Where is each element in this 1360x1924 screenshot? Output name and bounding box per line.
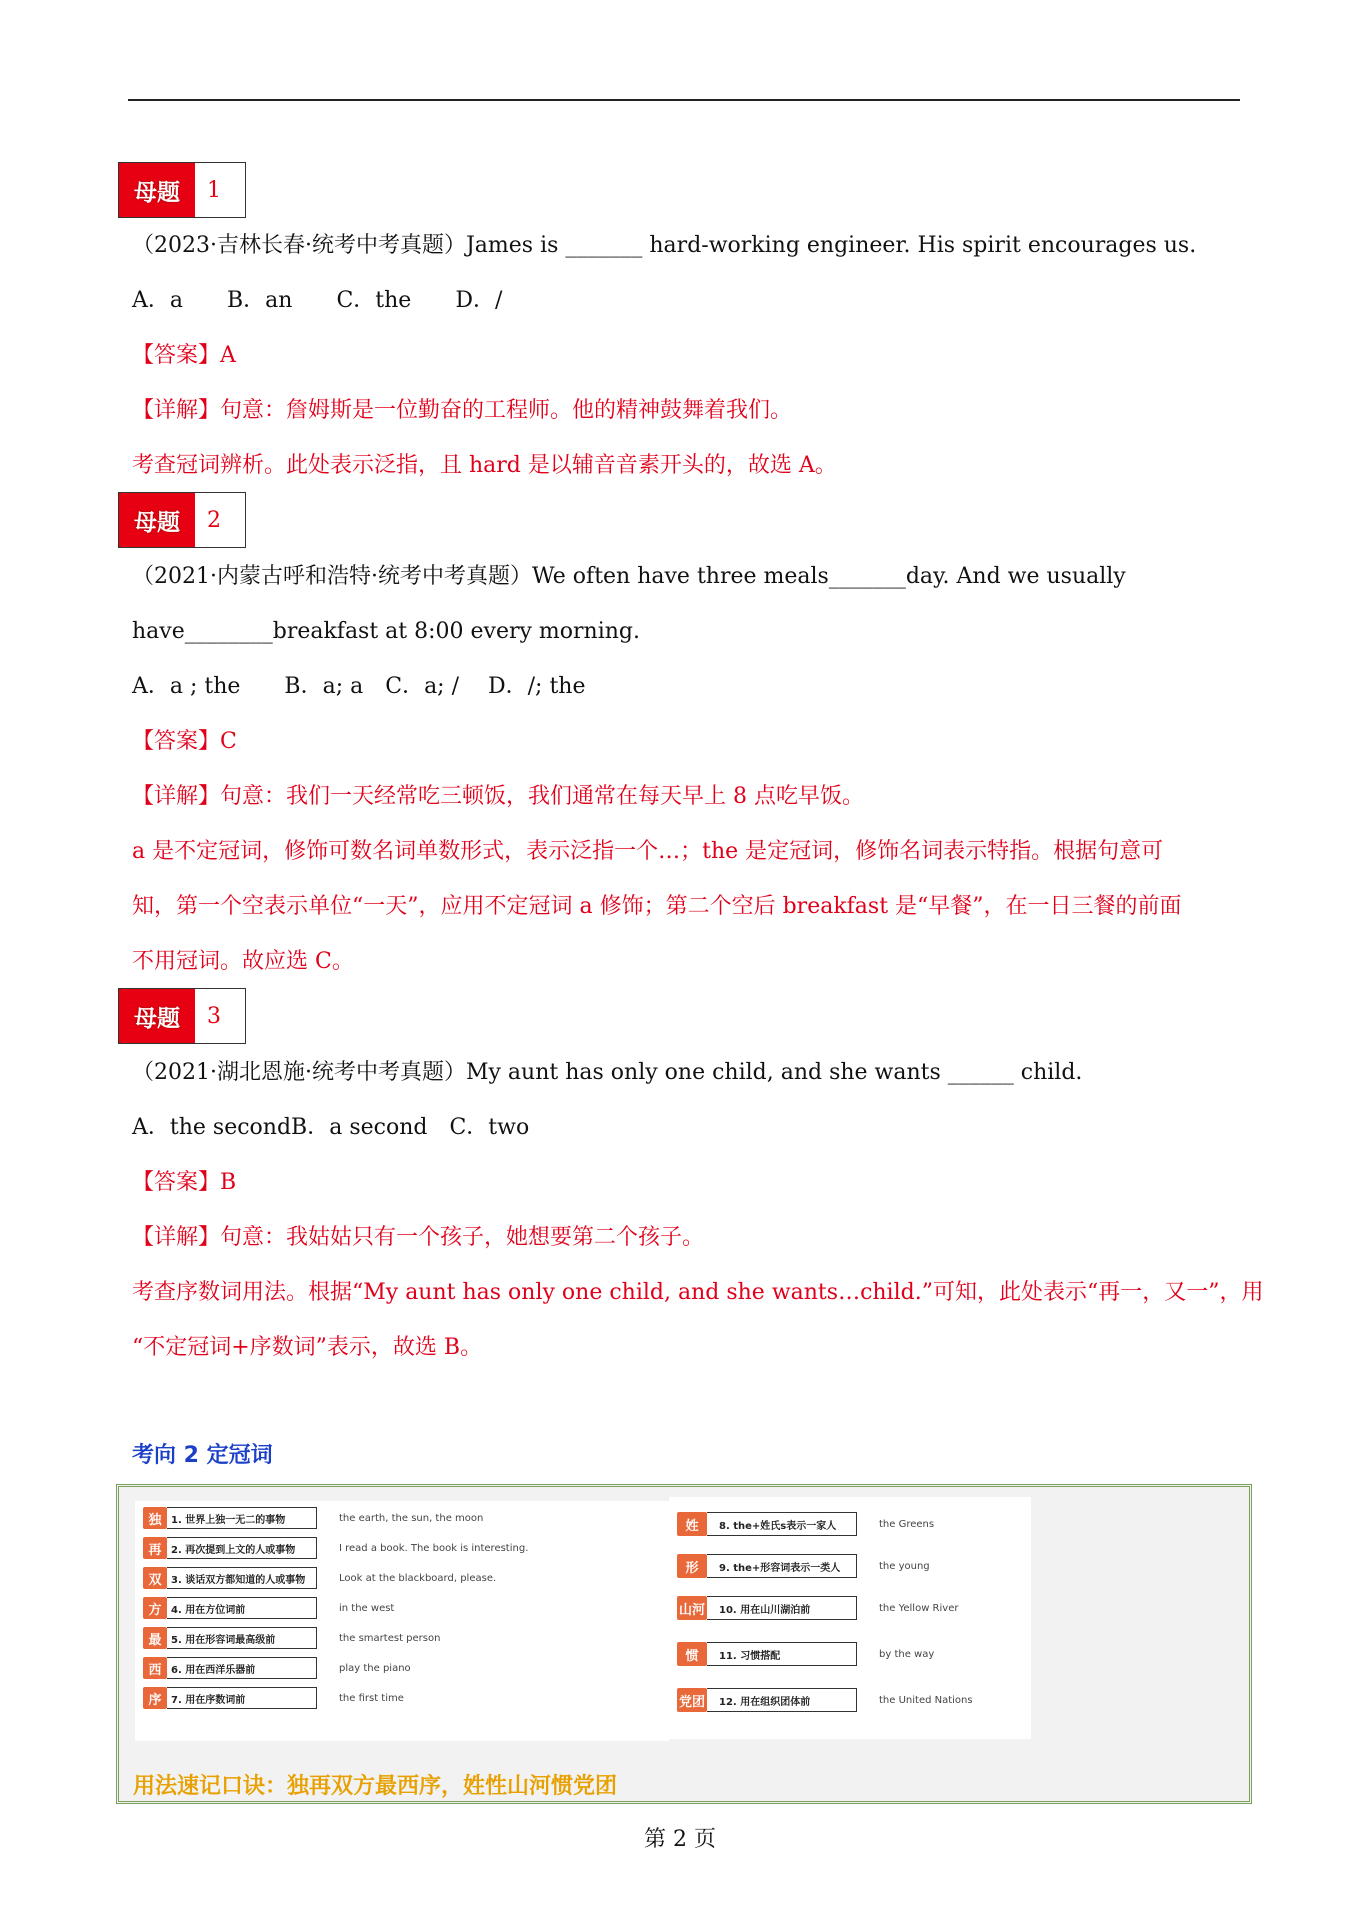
definite-article-box	[116, 1484, 1252, 1804]
mnemonic: 用法速记口诀：独再双方最西序，姓性山河惯党团	[133, 1774, 618, 1799]
badge-label: 母题	[119, 989, 195, 1043]
rules-figure-left	[135, 1501, 669, 1741]
rule-tag: 形	[677, 1554, 707, 1578]
rule-text: 7. 用在序数词前	[167, 1687, 317, 1709]
badge-number: 1	[207, 177, 221, 203]
explanation-line: 考查序数词用法。根据“My aunt has only one child, and she wants…child.”可知，此处表示“再一，又一”，用	[132, 1280, 1264, 1305]
rule-example: the earth, the sun, the moon	[339, 1512, 484, 1524]
rule-text: 8. the+姓氏s表示一家人	[707, 1512, 857, 1536]
rule-tag: 山河	[677, 1596, 707, 1620]
question-badge-1	[118, 162, 246, 218]
rule-text: 10. 用在山川湖泊前	[707, 1596, 857, 1620]
rule-row	[677, 1595, 958, 1621]
rule-example: the Greens	[879, 1518, 935, 1530]
rule-example: the first time	[339, 1692, 404, 1704]
explanation-line: 不用冠词。故应选 C。	[132, 949, 354, 974]
badge-label: 母题	[119, 493, 195, 547]
explanation-line: 【详解】句意：我姑姑只有一个孩子，她想要第二个孩子。	[132, 1225, 705, 1250]
header-rule	[128, 99, 1240, 101]
rule-example: the young	[879, 1560, 930, 1572]
question-stem: have________breakfast at 8:00 every morning.	[132, 619, 641, 644]
question-badge-2	[118, 492, 246, 548]
question-stem: （2021·内蒙古呼和浩特·统考中考真题）We often have three meals_______day. And we usually	[132, 564, 1126, 589]
rule-text: 5. 用在形容词最高级前	[167, 1627, 317, 1649]
rule-text: 1. 世界上独一无二的事物	[167, 1507, 317, 1529]
answer: 【答案】A	[132, 343, 236, 368]
rule-tag: 西	[143, 1657, 167, 1679]
rule-tag: 方	[143, 1597, 167, 1619]
rule-tag: 最	[143, 1627, 167, 1649]
explanation-line: 【详解】句意：我们一天经常吃三顿饭，我们通常在每天早上 8 点吃早饭。	[132, 784, 864, 809]
rule-example: Look at the blackboard, please.	[339, 1572, 497, 1584]
page-number: 第 2 页	[644, 1827, 716, 1852]
rule-tag: 双	[143, 1567, 167, 1589]
rule-text: 2. 再次提到上文的人或事物	[167, 1537, 317, 1559]
rule-row	[143, 1625, 440, 1651]
rule-text: 11. 习惯搭配	[707, 1642, 857, 1666]
badge-label: 母题	[119, 163, 195, 217]
rule-tag: 党团	[677, 1688, 707, 1712]
question-stem: （2021·湖北恩施·统考中考真题）My aunt has only one child, and she wants ______ child.	[132, 1060, 1083, 1085]
rule-text: 4. 用在方位词前	[167, 1597, 317, 1619]
rule-example: the smartest person	[339, 1632, 441, 1644]
rule-example: I read a book. The book is interesting.	[339, 1542, 529, 1554]
question-options: A．a ; the B．a; a C．a; / D．/; the	[132, 674, 586, 699]
answer: 【答案】B	[132, 1170, 237, 1195]
badge-number: 3	[207, 1003, 221, 1029]
rule-tag: 再	[143, 1537, 167, 1559]
section-title: 考向 2 定冠词	[132, 1443, 273, 1468]
rule-example: in the west	[339, 1602, 395, 1614]
rule-tag: 序	[143, 1687, 167, 1709]
explanation-line: “不定冠词+序数词”表示，故选 B。	[132, 1335, 483, 1360]
rules-figure-right	[669, 1497, 1031, 1739]
explanation-line: 考查冠词辨析。此处表示泛指，且 hard 是以辅音音素开头的，故选 A。	[132, 453, 837, 478]
explanation-line: 知，第一个空表示单位“一天”，应用不定冠词 a 修饰；第二个空后 breakfast 是“早餐”，在一日三餐的前面	[132, 894, 1182, 919]
rule-row	[677, 1641, 934, 1667]
question-options: A．the secondB．a second C．two	[132, 1115, 530, 1140]
rule-tag: 惯	[677, 1642, 707, 1666]
rule-row	[677, 1553, 930, 1579]
explanation-line: 【详解】句意：詹姆斯是一位勤奋的工程师。他的精神鼓舞着我们。	[132, 398, 793, 423]
rule-example: the United Nations	[879, 1694, 973, 1706]
answer: 【答案】C	[132, 729, 237, 754]
rule-row	[143, 1655, 411, 1681]
rule-text: 12. 用在组织团体前	[707, 1688, 857, 1712]
rule-example: the Yellow River	[879, 1602, 959, 1614]
question-options: A．a B．an C．the D．/	[132, 288, 503, 313]
rule-row	[677, 1511, 934, 1537]
rule-row	[143, 1505, 483, 1531]
rule-tag: 独	[143, 1507, 167, 1529]
rule-row	[143, 1565, 496, 1591]
rule-example: play the piano	[339, 1662, 411, 1674]
rule-text: 6. 用在西洋乐器前	[167, 1657, 317, 1679]
rule-tag: 姓	[677, 1512, 707, 1536]
badge-number: 2	[207, 507, 221, 533]
rule-example: by the way	[879, 1648, 935, 1660]
question-badge-3	[118, 988, 246, 1044]
rule-text: 3. 谈话双方都知道的人或事物	[167, 1567, 317, 1589]
explanation-line: a 是不定冠词，修饰可数名词单数形式，表示泛指一个…；the 是定冠词，修饰名词表示特指。根据句意可	[132, 839, 1164, 864]
question-stem: （2023·吉林长春·统考中考真题）James is _______ hard-working engineer. His spirit encourages us.	[132, 233, 1197, 258]
rule-row	[677, 1687, 973, 1713]
rule-row	[143, 1595, 394, 1621]
rule-row	[143, 1535, 528, 1561]
rule-text: 9. the+形容词表示一类人	[707, 1554, 857, 1578]
rule-row	[143, 1685, 404, 1711]
